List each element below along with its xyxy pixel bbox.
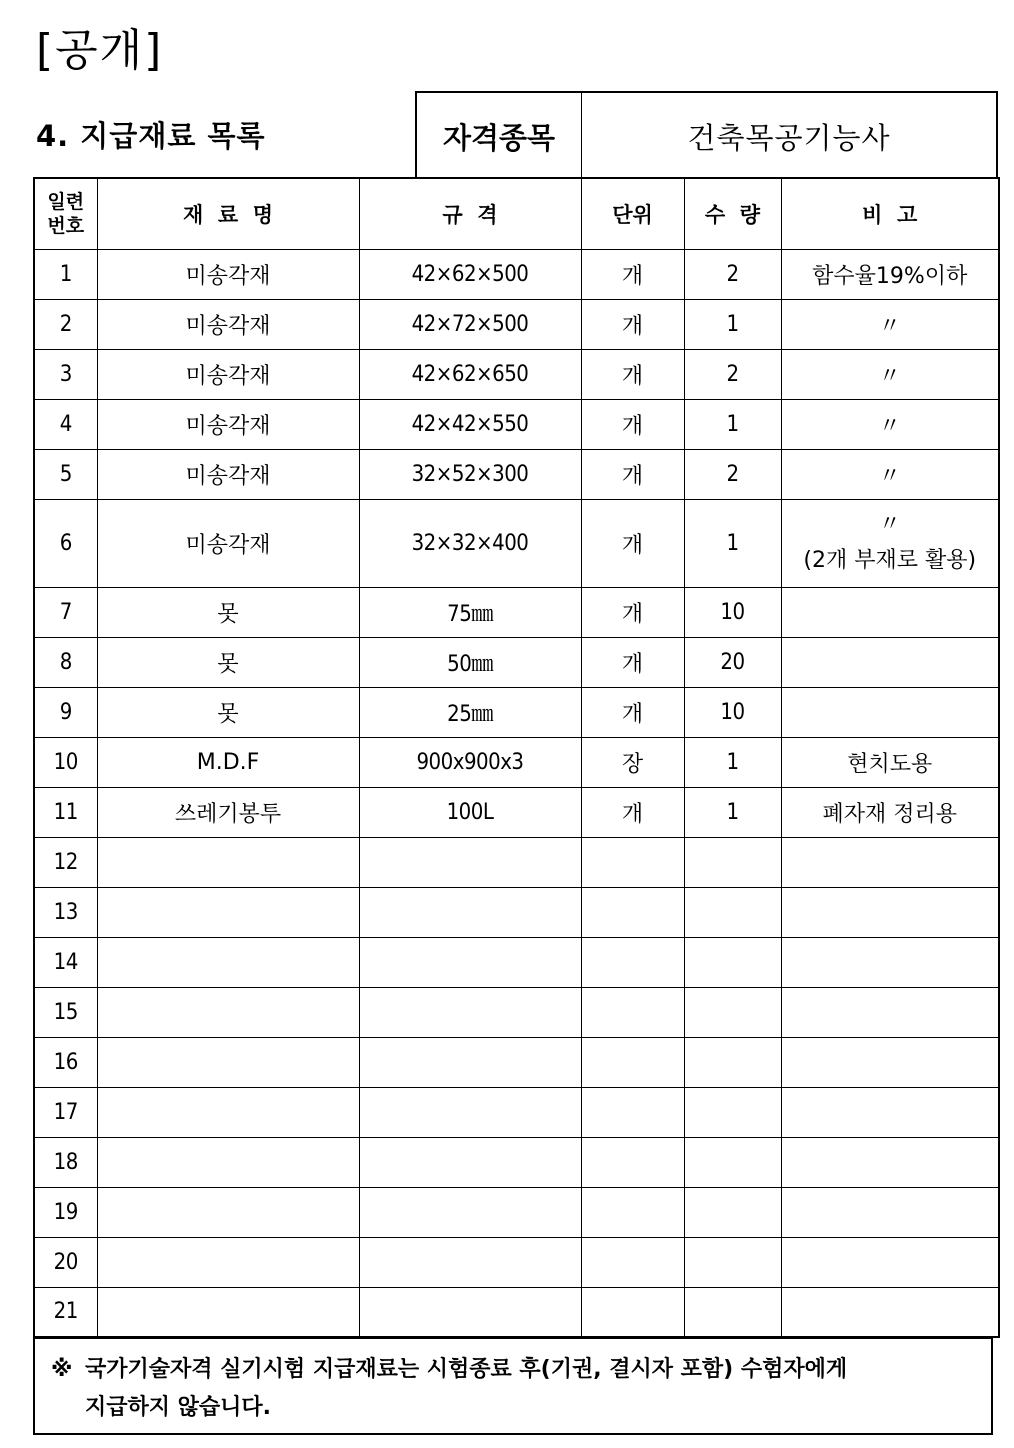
table-row [34,937,999,987]
cell-note-line1: 〃 [878,512,901,537]
cell-spec: 42×62×650 [359,349,581,399]
table-row [34,1287,999,1337]
cell-note [781,937,999,987]
materials-table [33,177,1000,1338]
cell-material-name: 못 [97,587,359,637]
cell-quantity: 1 [684,737,781,787]
cell-spec: 900x900x3 [359,737,581,787]
cell-number: 3 [34,349,97,399]
cell-number: 14 [34,937,97,987]
cell-note: 〃 [781,349,999,399]
cell-number: 12 [34,837,97,887]
cell-quantity: 1 [684,299,781,349]
cell-note [781,1087,999,1137]
table-row [34,987,999,1037]
table-row [34,837,999,887]
cell-note: 폐자재 정리용 [781,787,999,837]
cell-note [781,499,999,587]
cell-quantity [684,837,781,887]
footnote-line1: 국가기술자격 실기시험 지급재료는 시험종료 후(기권, 결시자 포함) 수험자에게 [85,1357,848,1382]
cell-quantity: 2 [684,249,781,299]
cell-number: 16 [34,1037,97,1087]
cell-spec: 75㎜ [359,587,581,637]
cell-note [781,1137,999,1187]
cell-unit [581,1237,684,1287]
cell-material-name: 미송각재 [97,349,359,399]
table-row [34,687,999,737]
cell-number: 10 [34,737,97,787]
cell-quantity [684,1287,781,1337]
cell-quantity [684,887,781,937]
cell-quantity: 2 [684,349,781,399]
cell-quantity: 1 [684,787,781,837]
cell-quantity [684,1087,781,1137]
column-header-number [34,178,97,249]
cell-number: 18 [34,1137,97,1187]
qualification-box [415,91,998,179]
cell-note: 〃 [781,399,999,449]
cell-note-line2: (2개 부재로 활용) [803,548,977,573]
cell-material-name [97,1287,359,1337]
cell-material-name [97,1237,359,1287]
cell-note [781,687,999,737]
cell-material-name [97,887,359,937]
cell-unit: 개 [581,499,684,587]
table-row [34,249,999,299]
cell-quantity: 20 [684,637,781,687]
cell-note [781,637,999,687]
footnote-line2: 지급하지 않습니다. [85,1395,272,1420]
cell-spec: 32×52×300 [359,449,581,499]
cell-unit: 개 [581,449,684,499]
cell-note [781,1037,999,1087]
cell-material-name: 못 [97,687,359,737]
cell-unit [581,987,684,1037]
cell-unit: 개 [581,637,684,687]
cell-material-name: 미송각재 [97,399,359,449]
cell-note: 〃 [781,299,999,349]
cell-material-name [97,1087,359,1137]
cell-unit: 개 [581,787,684,837]
cell-material-name: 쓰레기봉투 [97,787,359,837]
cell-note [781,1287,999,1337]
cell-material-name [97,1137,359,1187]
cell-number: 2 [34,299,97,349]
table-row [34,449,999,499]
cell-quantity [684,1137,781,1187]
cell-number: 7 [34,587,97,637]
cell-material-name [97,1037,359,1087]
cell-quantity [684,1187,781,1237]
cell-number: 8 [34,637,97,687]
cell-number: 11 [34,787,97,837]
cell-note: 현치도용 [781,737,999,787]
table-row [34,787,999,837]
cell-note [781,887,999,937]
cell-spec: 42×62×500 [359,249,581,299]
table-row [34,299,999,349]
cell-spec [359,1087,581,1137]
cell-note [781,1237,999,1287]
cell-material-name: M.D.F [97,737,359,787]
footnote-mark: ※ [51,1357,73,1382]
public-label: [공개] [36,25,164,76]
cell-spec [359,837,581,887]
cell-spec: 42×42×550 [359,399,581,449]
cell-note: 〃 [781,449,999,499]
section-title: 4. 지급재료 목록 [36,119,266,153]
table-row [34,587,999,637]
cell-unit: 개 [581,299,684,349]
column-header-number-line2: 번호 [47,214,85,237]
cell-number: 13 [34,887,97,937]
cell-quantity [684,987,781,1037]
cell-number: 17 [34,1087,97,1137]
cell-number: 19 [34,1187,97,1237]
cell-note [781,837,999,887]
cell-unit: 개 [581,349,684,399]
table-row [34,737,999,787]
cell-spec [359,937,581,987]
cell-material-name: 미송각재 [97,499,359,587]
cell-quantity: 2 [684,449,781,499]
cell-material-name: 미송각재 [97,449,359,499]
table-row [34,499,999,587]
column-header-unit: 단위 [581,178,684,249]
column-header-spec: 규 격 [359,178,581,249]
cell-spec [359,1037,581,1087]
cell-material-name [97,837,359,887]
cell-spec: 42×72×500 [359,299,581,349]
cell-material-name [97,1187,359,1237]
cell-spec: 32×32×400 [359,499,581,587]
cell-unit [581,1187,684,1237]
cell-spec [359,1187,581,1237]
cell-quantity: 1 [684,499,781,587]
cell-material-name [97,987,359,1037]
cell-number: 1 [34,249,97,299]
footnote [33,1337,993,1435]
cell-material-name: 미송각재 [97,249,359,299]
cell-spec [359,1137,581,1187]
cell-material-name [97,937,359,987]
cell-spec: 50㎜ [359,637,581,687]
cell-number: 4 [34,399,97,449]
qualification-value: 건축목공기능사 [687,120,891,155]
column-header-name: 재 료 명 [97,178,359,249]
cell-unit: 개 [581,249,684,299]
cell-unit [581,887,684,937]
table-row [34,637,999,687]
cell-number: 20 [34,1237,97,1287]
cell-number: 21 [34,1287,97,1337]
cell-unit: 개 [581,399,684,449]
table-header-row [34,178,999,249]
cell-number: 9 [34,687,97,737]
cell-unit [581,1087,684,1137]
table-row [34,887,999,937]
cell-number: 6 [34,499,97,587]
cell-spec: 100L [359,787,581,837]
cell-quantity: 10 [684,687,781,737]
cell-material-name: 미송각재 [97,299,359,349]
cell-spec [359,1237,581,1287]
cell-quantity: 1 [684,399,781,449]
cell-number: 15 [34,987,97,1037]
cell-unit: 장 [581,737,684,787]
cell-number: 5 [34,449,97,499]
cell-spec: 25㎜ [359,687,581,737]
cell-spec [359,1287,581,1337]
cell-unit [581,1287,684,1337]
table-row [34,1237,999,1287]
column-header-qty: 수 량 [684,178,781,249]
table-row [34,1137,999,1187]
cell-unit [581,1137,684,1187]
table-row [34,349,999,399]
cell-unit: 개 [581,687,684,737]
table-row [34,1037,999,1087]
table-row [34,1087,999,1137]
cell-quantity [684,937,781,987]
cell-spec [359,887,581,937]
column-header-number-line1: 일련 [47,190,85,213]
cell-unit [581,837,684,887]
column-header-note: 비 고 [781,178,999,249]
cell-spec [359,987,581,1037]
cell-note: 함수율19%이하 [781,249,999,299]
cell-unit [581,1037,684,1087]
cell-quantity [684,1237,781,1287]
cell-quantity [684,1037,781,1087]
qualification-label: 자격종목 [417,93,582,179]
cell-material-name: 못 [97,637,359,687]
cell-note [781,587,999,637]
cell-unit: 개 [581,587,684,637]
table-row [34,399,999,449]
cell-note [781,987,999,1037]
table-row [34,1187,999,1237]
cell-unit [581,937,684,987]
cell-quantity: 10 [684,587,781,637]
cell-note [781,1187,999,1237]
